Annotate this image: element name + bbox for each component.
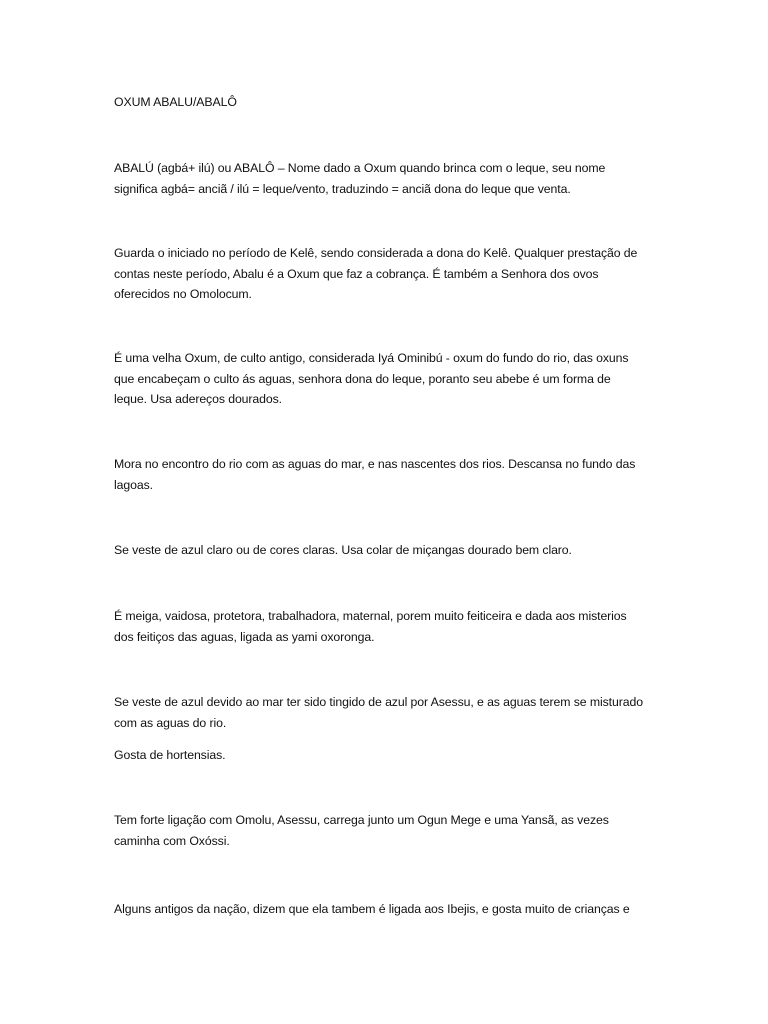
paragraph-mora: Mora no encontro do rio com as aguas do mar, e nas nascentes dos rios. Descansa no fundo das lagoas. (114, 457, 636, 492)
paragraph-abalu-meaning: ABALÚ (agbá+ ilú) ou ABALÔ – Nome dado a Oxum quando brinca com o leque, seu nome significa agbá= anciã / ilú = leque/vento, traduzindo = anciã dona do leque que venta. (114, 161, 606, 196)
paragraph-hortensias: Gosta de hortensias. (114, 748, 226, 762)
paragraph-antigos: Alguns antigos da nação, dizem que ela tambem é ligada aos Ibejis, e gosta muito de crianças e (114, 902, 630, 916)
paragraph-veste-claro: Se veste de azul claro ou de cores claras. Usa colar de miçangas dourado bem claro. (114, 543, 572, 557)
document-title: OXUM ABALU/ABALÔ (114, 95, 237, 109)
paragraph-veste-azul: Se veste de azul devido ao mar ter sido tingido de azul por Asessu, e as aguas terem se misturado com as aguas do rio. (114, 695, 643, 730)
paragraph-ligacao: Tem forte ligação com Omolu, Asessu, carrega junto um Ogun Mege e uma Yansã, as vezes caminha com Oxóssi. (114, 813, 609, 848)
paragraph-kele: Guarda o iniciado no período de Kelê, sendo considerada a dona do Kelê. Qualquer prestação de contas neste período, Abalu é a Oxum que faz a cobrança. É também a Senhora dos ovos oferecidos no Omolocum. (114, 246, 638, 301)
paragraph-meiga: É meiga, vaidosa, protetora, trabalhadora, maternal, porem muito feiticeira e dada aos misterios dos feitiços das aguas, ligada as yami oxoronga. (114, 609, 627, 644)
paragraph-velha-oxum: É uma velha Oxum, de culto antigo, considerada Iyá Ominibú - oxum do fundo do rio, das oxuns que encabeçam o culto ás aguas, senhora dona do leque, poranto seu abebe é um forma de leque. Usa adereços dourados. (114, 351, 629, 406)
